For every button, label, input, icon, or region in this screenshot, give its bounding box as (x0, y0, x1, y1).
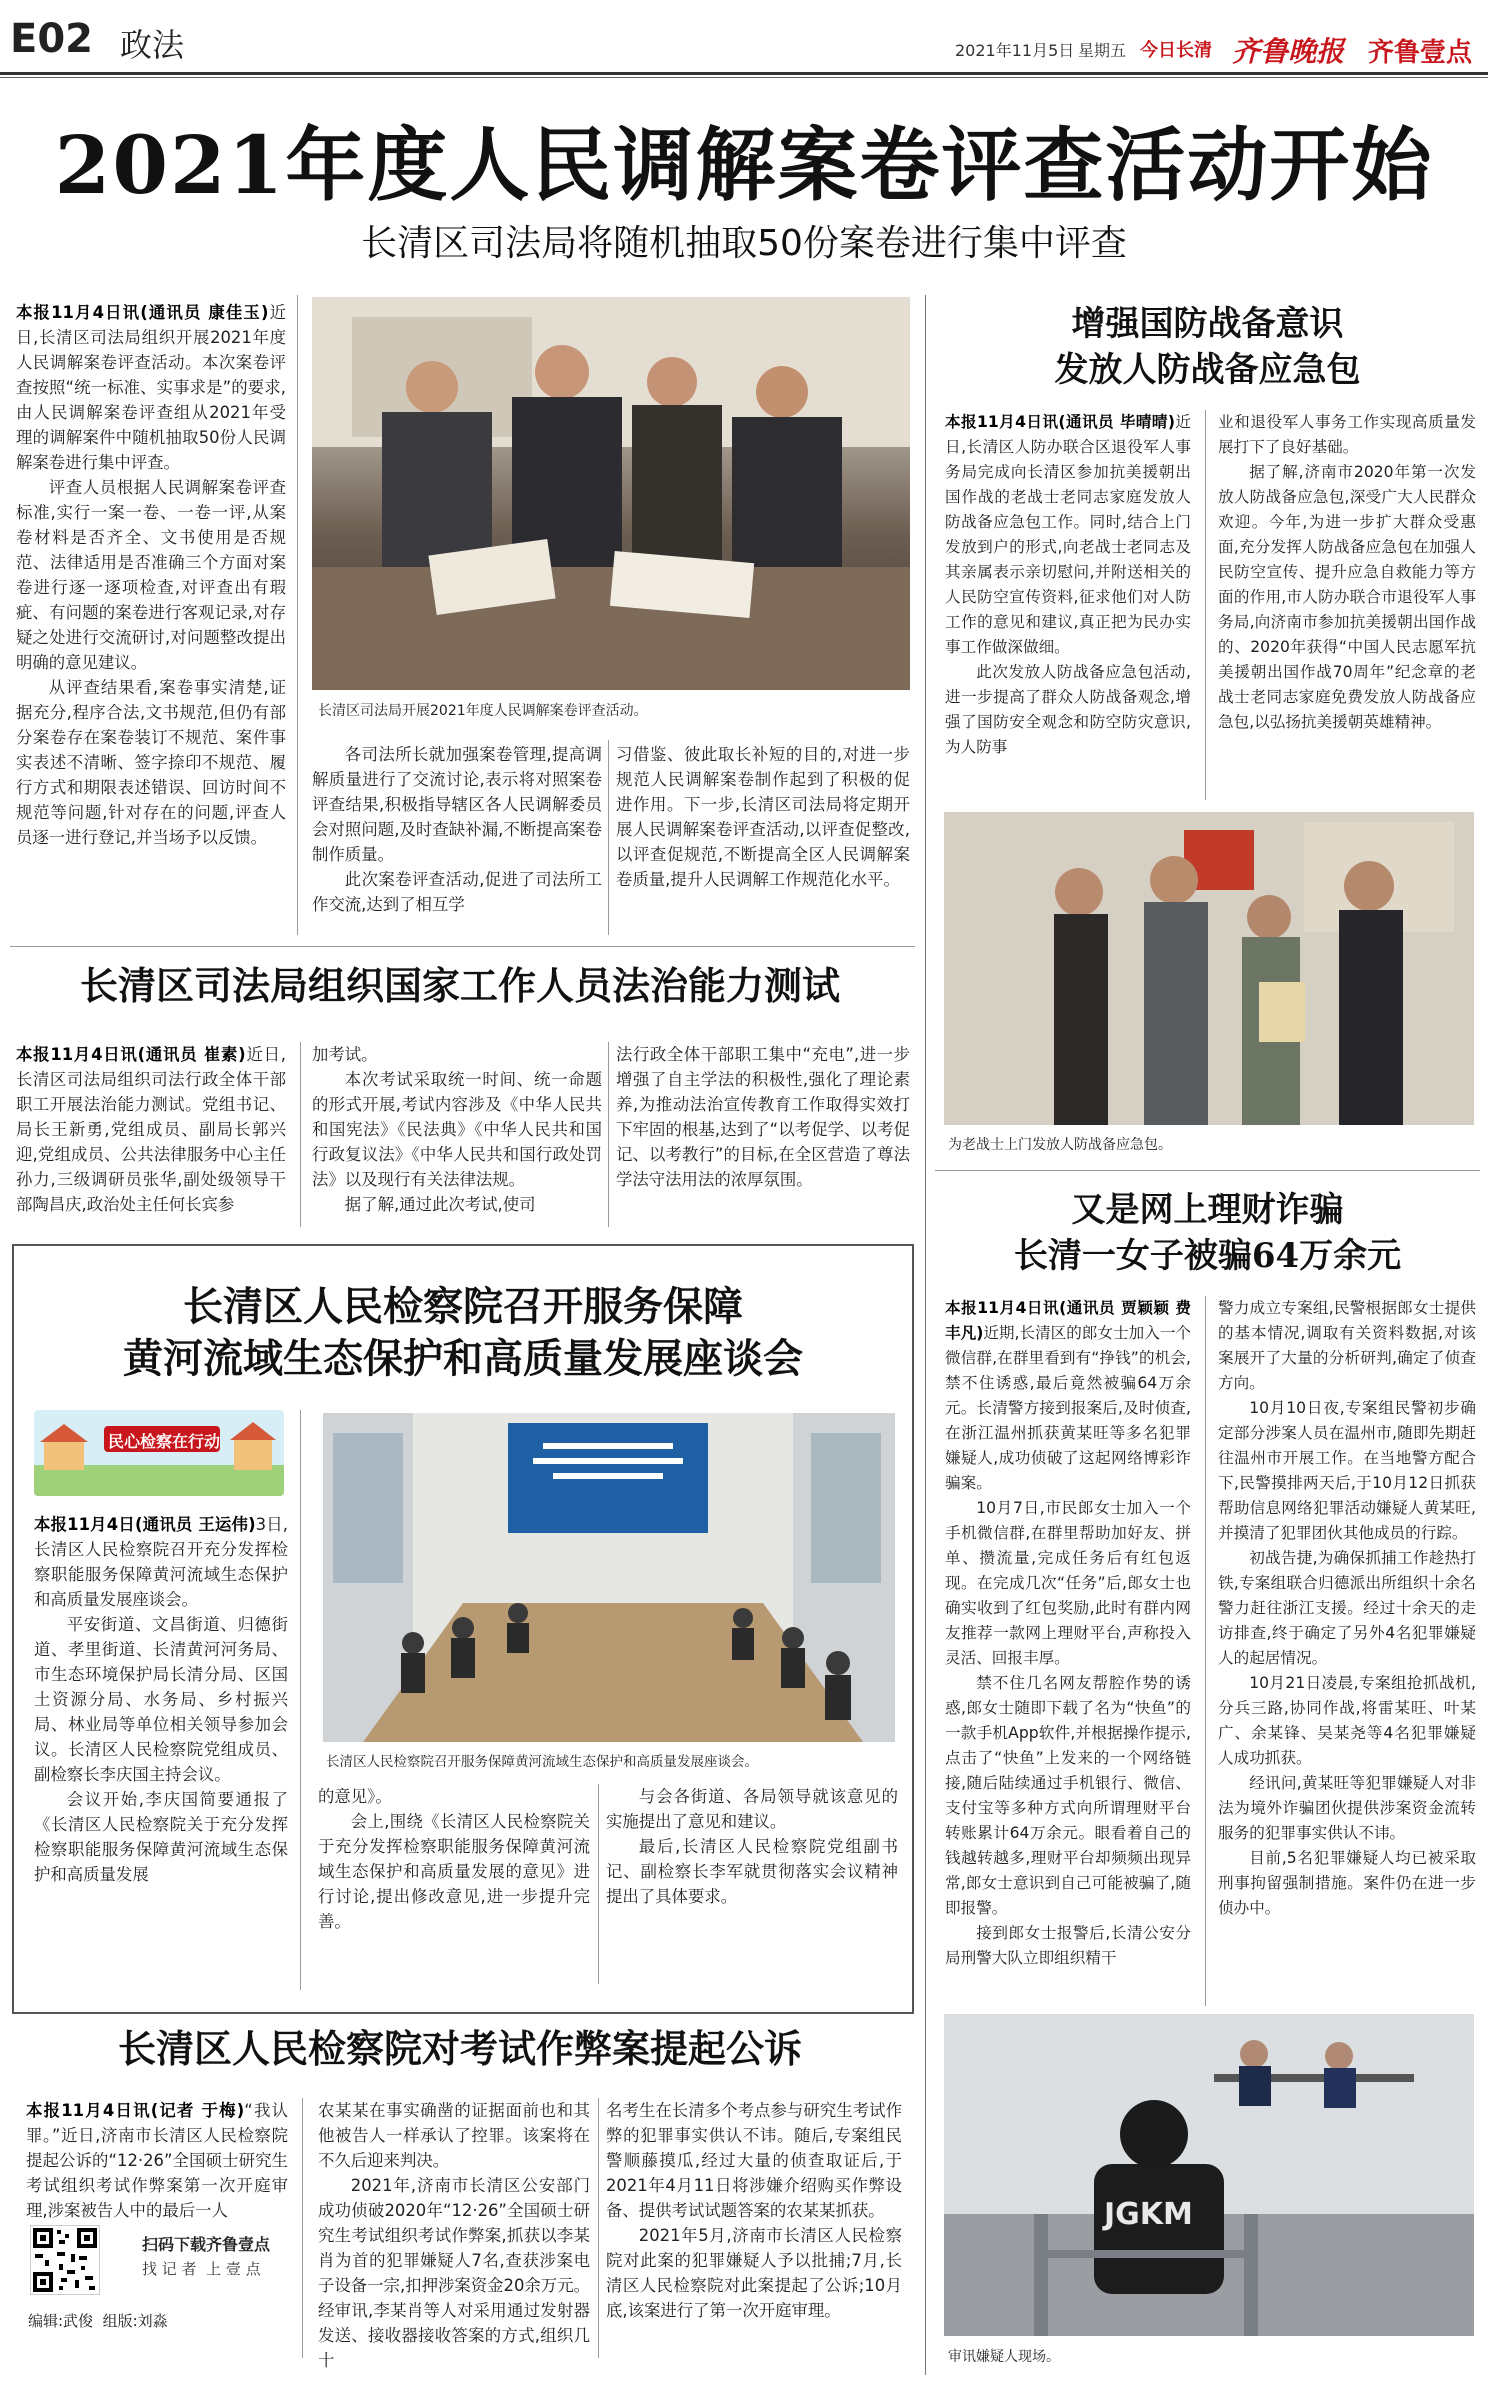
main-story-photo-caption: 长清区司法局开展2021年度人民调解案卷评查活动。 (318, 703, 648, 719)
page-header (0, 0, 1488, 70)
fraud-p4: 接到郎女士报警后,长清公安分局刑警大队立即组织精干 (945, 1924, 1191, 1967)
qr-title: 扫码下载齐鲁壹点 (142, 2235, 271, 2254)
fraud-headline-line2: 长清一女子被骗64万余元 (1013, 1236, 1402, 1276)
edition-label: 今日长清 (1140, 40, 1212, 61)
main-story-lead: 本报11月4日讯(通讯员 康佳玉) (16, 303, 269, 322)
forum-col1 (34, 1512, 288, 1887)
fraud-p10: 目前,5名犯罪嫌疑人均已被采取刑事拘留强制措施。案件仍在进一步侦办中。 (1218, 1849, 1476, 1917)
exam-fraud-p5: 2021年5月,济南市长清区人民检察院对此案的犯罪嫌疑人予以批捕;7月,长清区人民检察院对此案提起了公诉;10月底,该案进行了第一次开庭审理。 (606, 2226, 902, 2320)
forum-logo (34, 1410, 284, 1496)
forum-p5: 会上,围绕《长清区人民检察院关于充分发挥检察职能服务保障黄河流域生态保护和高质量发展的意见》进行讨论,提出修改意见,进一步提升完善。 (318, 1812, 590, 1931)
issue-date: 2021年11月5日 (955, 41, 1075, 60)
law-test-lead: 本报11月4日讯(通讯员 崔素) (16, 1045, 246, 1064)
air-defense-headline-line2: 发放人防战备应急包 (1054, 350, 1361, 390)
fraud-photo-caption: 审讯嫌疑人现场。 (948, 2349, 1060, 2365)
main-story-col2 (312, 742, 602, 917)
page-number: E02 (10, 16, 93, 62)
fraud-p9: 经讯问,黄某旺等犯罪嫌疑人对非法为境外诈骗团伙提供涉案资金流转服务的犯罪事实供认不讳。 (1218, 1774, 1476, 1842)
air-defense-p2: 此次发放人防战备应急包活动,进一步提高了群众人防战备观念,增强了国防安全观念和防空防灾意识,为人防事 (945, 663, 1191, 756)
fraud-p6: 10月10日夜,专案组民警初步确定部分涉案人员在温州市,随即先期赶往温州市开展工作。在当地警方配合下,民警摸排两天后,于10月12日抓获帮助信息网络犯罪活动嫌疑人黄某旺,并摸清了犯罪团伙其他成员的行踪。 (1218, 1399, 1476, 1542)
forum-p1: 3日,长清区人民检察院召开充分发挥检察职能服务保障黄河流域生态保护和高质量发展座谈会。 (34, 1515, 289, 1609)
law-test-p4: 据了解,通过此次考试,使司 (344, 1195, 536, 1214)
law-test-col3 (616, 1042, 910, 1192)
forum-photo-caption: 长清区人民检察院召开服务保障黄河流域生态保护和高质量发展座谈会。 (326, 1754, 758, 1770)
air-defense-p4: 据了解,济南市2020年第一次发放人防战备应急包,深受广大人民群众欢迎。今年,为进一步扩大群众受惠面,充分发挥人防战备应急包在加强人民防空宣传、提升应急自救能力等方面的作用,市人防办联合市退役军人事务局,向济南市参加抗美援朝出国作战的、2020年获得“中国人民志愿军抗美援朝出国作战70周年”纪念章的老战士老同志家庭免费发放人防战备应急包,以弘扬抗美援朝英雄精神。 (1218, 463, 1476, 731)
forum-photo (323, 1413, 895, 1742)
exam-fraud-headline: 长清区人民检察院对考试作弊案提起公诉 (117, 2026, 802, 2071)
exam-fraud-p2: 农某某在事实确凿的证据面前也和其他被告人一样承认了控罪。该案将在不久后迎来判决。 (318, 2101, 590, 2170)
main-headline: 2021年度人民调解案卷评查活动开始 (54, 118, 1434, 212)
law-test-p3: 本次考试采取统一时间、统一命题的形式开展,考试内容涉及《中华人民共和国宪法》《民法典》《中华人民共和国行政复议法》《中华人民共和国行政处罚法》以及现行有关法律法规。 (312, 1070, 602, 1189)
law-test-headline: 长清区司法局组织国家工作人员法治能力测试 (79, 963, 840, 1008)
law-test-col1 (16, 1042, 286, 1217)
column-divider (925, 295, 926, 2375)
fraud-lead: 本报11月4日讯(通讯员 贾颖颖 费丰凡) (945, 1299, 1191, 1342)
fraud-photo (944, 2014, 1474, 2336)
main-story-p6: 习借鉴、彼此取长补短的目的,对进一步规范人民调解案卷制作起到了积极的促进作用。下一步,长清区司法局将定期开展人民调解案卷评查活动,以评查促整改,以评查促规范,不断提高全区人民调解案卷质量,提升人民调解工作规范化水平。 (616, 745, 910, 889)
forum-p6: 与会各街道、各局领导就该意见的实施提出了意见和建议。 (606, 1787, 898, 1831)
forum-p3: 会议开始,李庆国简要通报了《长清区人民检察院关于充分发挥检察职能服务保障黄河流域生态保护和高质量发展 (34, 1790, 288, 1884)
editor-credits: 编辑:武俊 组版:刘淼 (28, 2312, 168, 2330)
air-defense-lead: 本报11月4日讯(通讯员 毕晴晴) (945, 413, 1175, 431)
air-defense-p3: 业和退役军人事务工作实现高质量发展打下了良好基础。 (1218, 413, 1476, 456)
forum-p2: 平安街道、文昌街道、归德街道、孝里街道、长清黄河河务局、市生态环境保护局长清分局、区国土资源分局、水务局、乡村振兴局、林业局等单位相关领导参加会议。长清区人民检察院党组成员、副检察长李庆国主持会议。 (34, 1615, 288, 1784)
fraud-p3: 禁不住几名网友帮腔作势的诱惑,郎女士随即下载了名为“快鱼”的一款手机App软件,并根据操作提示,点击了“快鱼”上发来的一个网络链接,随后陆续通过手机银行、微信、支付宝等多种方式向所谓理财平台转账累计64万余元。眼看着自己的钱越转越多,理财平台却频频出现异常,郎女士意识到自己可能被骗了,随即报警。 (945, 1674, 1191, 1917)
forum-col2 (318, 1784, 590, 1934)
exam-fraud-col2 (318, 2098, 590, 2373)
main-story-photo (312, 297, 910, 690)
law-test-p1: 近日,长清区司法局组织司法行政全体干部职工开展法治能力测试。党组书记、局长王新勇,党组成员、副局长郭兴迎,党组成员、公共法律服务中心主任孙力,三级调研员张华,副处级领导干部陶昌庆,政治处主任何长宾参 (16, 1045, 286, 1214)
fraud-p8: 10月21日凌晨,专案组抢抓战机,分兵三路,协同作战,将雷某旺、叶某广、余某锋、吴某尧等4名犯罪嫌疑人成功抓获。 (1218, 1674, 1476, 1767)
exam-fraud-col1 (26, 2098, 288, 2223)
exam-fraud-col3 (606, 2098, 902, 2323)
forum-lead: 本报11月4日(通讯员 王运伟) (34, 1515, 256, 1534)
fraud-headline-line1: 又是网上理财诈骗 (1071, 1190, 1344, 1230)
main-story-p5: 此次案卷评查活动,促进了司法所工作交流,达到了相互学 (312, 870, 602, 914)
main-story-p2: 评查人员根据人民调解案卷评查标准,实行一案一卷、一卷一评,从案卷材料是否齐全、文书使用是否规范、法律适用是否准确三个方面对案卷进行逐一逐项检查,对评查出有瑕疵、有问题的案卷进行客观记录,对存疑之处进行交流研讨,对问题整改提出明确的意见建议。 (16, 478, 286, 672)
main-story-p4: 各司法所长就加强案卷管理,提高调解质量进行了交流讨论,表示将对照案卷评查结果,积极指导辖区各人民调解委员会对照问题,及时查缺补漏,不断提高案卷制作质量。 (312, 745, 602, 864)
brand-logo: 齐鲁壹点 (1368, 38, 1473, 68)
fraud-p5: 警力成立专案组,民警根据郎女士提供的基本情况,调取有关资料数据,对该案展开了大量的分析研判,确定了侦查方向。 (1218, 1299, 1476, 1392)
header-rule-thin (0, 77, 1488, 78)
forum-p7: 最后,长清区人民检察院党组副书记、副检察长李军就贯彻落实会议精神提出了具体要求。 (606, 1837, 898, 1906)
paper-logo: 齐鲁晚报 (1232, 35, 1345, 68)
main-subheadline: 长清区司法局将随机抽取50份案卷进行集中评查 (361, 223, 1127, 264)
section-name: 政法 (120, 26, 185, 64)
exam-fraud-p3: 2021年,济南市长清区公安部门成功侦破2020年“12·26”全国硕士研究生考试组织考试作弊案,抓获以李某肖为首的犯罪嫌疑人7名,查获涉案电子设备一宗,扣押涉案资金20余万元。经审讯,李某肖等人对采用通过发射器发送、接收器接收答案的方式,组织几十 (318, 2176, 590, 2370)
law-test-p5: 法行政全体干部职工集中“充电”,进一步增强了自主学法的积极性,强化了理论素养,为推动法治宣传教育工作取得实效打下牢固的根基,达到了“以考促学、以考促记、以考教行”的目标,在全区营造了尊法学法守法用法的浓厚氛围。 (616, 1045, 910, 1189)
fraud-p7: 初战告捷,为确保抓捕工作趁热打铁,专案组联合归德派出所组织十余名警力赶往浙江支援。经过十余天的走访排查,终于确定了另外4名犯罪嫌疑人的起居情况。 (1218, 1549, 1476, 1667)
forum-headline-line1: 长清区人民检察院召开服务保障 (183, 1283, 743, 1330)
air-defense-col2 (1218, 410, 1476, 735)
main-story-p1: 近日,长清区司法局组织开展2021年度人民调解案卷评查活动。本次案卷评查按照“统一标准、实事求是”的要求,由人民调解案卷评查组从2021年受理的调解案件中随机抽取50份人民调解案卷进行集中评查。 (16, 303, 287, 472)
forum-col3 (606, 1784, 898, 1909)
law-test-col2 (312, 1042, 602, 1217)
qr-code[interactable] (30, 2225, 100, 2295)
issue-weekday: 星期五 (1078, 41, 1127, 60)
air-defense-p1: 近日,长清区人防办联合区退役军人事务局完成向长清区参加抗美援朝出国作战的老战士老同志家庭发放人防战备应急包工作。同时,结合上门发放到户的形式,向老战士老同志及其亲属表示亲切慰问,并附送相关的人民防空宣传资料,征求他们对人防工作的意见和建议,真正把为民办实事工作做深做细。 (945, 413, 1191, 656)
main-story-p3: 从评查结果看,案卷事实清楚,证据充分,程序合法,文书规范,但仍有部分案卷存在案卷装订不规范、案件事实表述不清晰、签字捺印不规范、履行方式和期限表述错误、回访时间不规范等问题,针对存在的问题,评查人员逐一进行登记,并当场予以反馈。 (16, 678, 286, 847)
exam-fraud-p4: 名考生在长清多个考点参与研究生考试作弊的犯罪事实供认不讳。随后,专案组民警顺藤摸瓜,经过大量的侦查取证后,于2021年4月11日将涉嫌介绍购买作弊设备、提供考试试题答案的农某某抓获。 (606, 2101, 902, 2220)
forum-logo-text: 民心检察在行动 (108, 1432, 221, 1451)
exam-fraud-p1: “我认罪。”近日,济南市长清区人民检察院提起公诉的“12·26”全国硕士研究生考试组织考试作弊案第一次开庭审理,涉案被告人中的最后一人 (26, 2101, 288, 2220)
exam-fraud-lead: 本报11月4日讯(记者 于梅) (26, 2101, 245, 2120)
air-defense-col1 (945, 410, 1191, 760)
header-rule (0, 72, 1488, 75)
fraud-col1 (945, 1296, 1191, 1971)
law-test-p2: 加考试。 (312, 1045, 378, 1064)
air-defense-photo-caption: 为老战士上门发放人防战备应急包。 (948, 1137, 1172, 1153)
fraud-p1: 近期,长清区的郎女士加入一个微信群,在群里看到有“挣钱”的机会,禁不住诱惑,最后竟然被骗64万余元。长清警方接到报案后,及时侦查,在浙江温州抓获黄某旺等多名犯罪嫌疑人,成功侦破了这起网络博彩诈骗案。 (945, 1324, 1192, 1492)
svg-text:JGKM: JGKM (1104, 2197, 1193, 2232)
main-story-col1 (16, 300, 286, 850)
fraud-p2: 10月7日,市民郎女士加入一个手机微信群,在群里帮助加好友、拼单、攒流量,完成任务后有红包返现。在完成几次“任务”后,郎女士也确实收到了红包奖励,此时有群内网友推荐一款网上理财平台,声称投入灵活、回报丰厚。 (945, 1499, 1191, 1667)
fraud-col2 (1218, 1296, 1476, 1921)
forum-p4: 的意见》。 (318, 1787, 392, 1806)
forum-headline-line2: 黄河流域生态保护和高质量发展座谈会 (123, 1335, 803, 1382)
main-story-col3 (616, 742, 910, 892)
air-defense-photo (944, 812, 1474, 1125)
air-defense-headline-line1: 增强国防战备意识 (1071, 304, 1344, 344)
qr-subtitle: 找 记 者 上 壹 点 (142, 2260, 261, 2278)
